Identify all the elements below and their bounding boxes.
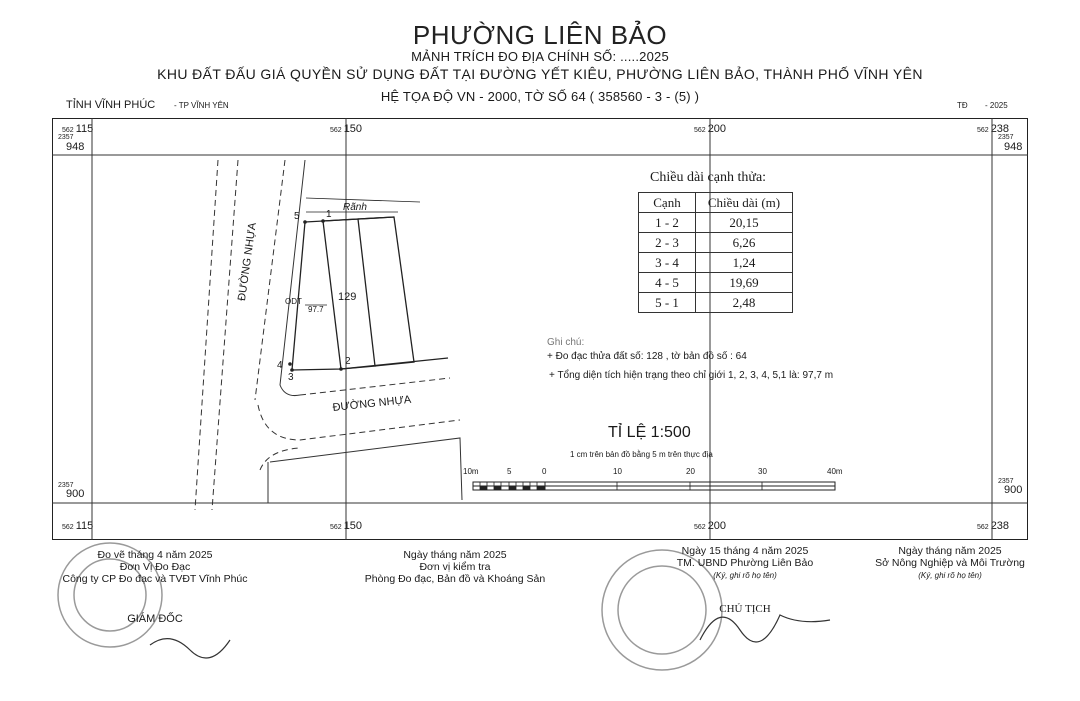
grid-x-bottom-1: 562 115 [62, 520, 94, 532]
grid-x-bottom-3: 562 200 [694, 520, 727, 532]
road-edge-west-1 [195, 160, 218, 510]
scale-fill-5 [537, 486, 545, 490]
scale-description: 1 cm trên bản đồ bằng 5 m trên thực địa [570, 450, 713, 459]
table-row: 2 - 3 6,26 [639, 233, 793, 253]
notes-heading: Ghi chú: [547, 337, 585, 348]
grid-y-top-right: 948 [1004, 141, 1023, 153]
scale-fill-3 [509, 486, 516, 490]
extract-number: MẢNH TRÍCH ĐO ĐỊA CHÍNH SỐ: .....2025 [411, 49, 669, 64]
grid-y-prefix-bottom-right: 2357 [998, 478, 1014, 485]
vertex-label-5: 5 [294, 211, 300, 222]
table-header-row [639, 193, 793, 213]
notes-line-2: + Tổng diện tích hiện trạng theo chỉ giới 1, 2, 3, 4, 5,1 là: 97,7 m [549, 370, 834, 381]
td-label: TĐ [957, 101, 968, 110]
vertex-4 [288, 362, 292, 366]
vertex-label-2: 2 [345, 356, 351, 367]
director-signature [150, 639, 230, 658]
grid-x-bottom-4: 562 238 [977, 520, 1010, 532]
vertex-label-4: 4 [277, 360, 283, 371]
grid-y-bottom-left: 900 [66, 488, 85, 500]
area-description: KHU ĐẤT ĐẤU GIÁ QUYỀN SỬ DỤNG ĐẤT TẠI ĐƯỜNG YẾT KIÊU, PHƯỜNG LIÊN BẢO, THÀNH PHỐ VĨNH YÊN [157, 66, 923, 82]
grid-x-top-3: 562 200 [694, 123, 727, 135]
vertex-label-3: 3 [288, 372, 294, 383]
table-row: 5 - 1 2,48 [639, 293, 793, 313]
parcel-area-label: 97.7 [308, 305, 324, 314]
scale-tick-40m: 40m [827, 467, 843, 476]
grid-x-bottom-2: 562 150 [330, 520, 363, 532]
notes-line-1: + Đo đạc thửa đất số: 128 , tờ bản đồ số : 64 [547, 351, 747, 362]
parcel-number-label: 129 [338, 291, 357, 303]
scale-fill-2 [494, 486, 501, 490]
header-edge: Cạnh [639, 193, 696, 213]
grid-x-top-2: 562 150 [330, 123, 363, 135]
province-label: TỈNH VĨNH PHÚC [66, 99, 156, 111]
grid-x-top-4: 562 238 [977, 123, 1010, 135]
road-label-vertical: ĐƯỜNG NHỰA [236, 221, 259, 302]
scale-tick-5: 5 [507, 467, 512, 476]
scale-tick-20: 20 [686, 467, 695, 476]
table-row: 3 - 4 1,24 [639, 253, 793, 273]
vertex-2 [339, 367, 343, 371]
scale-tick-10m: 10m [463, 467, 479, 476]
grid-y-prefix-bottom-left: 2357 [58, 482, 74, 489]
grid-y-bottom-right: 900 [1004, 484, 1023, 496]
scale-tick-10: 10 [613, 467, 622, 476]
table-row: 1 - 2 20,15 [639, 213, 793, 233]
signature-block-inspector: Ngày tháng năm 2025 Đơn vị kiểm tra Phòng Đo đạc, Bản đồ và Khoáng Sản [364, 549, 546, 585]
td-year: - 2025 [985, 101, 1008, 110]
page-title: PHƯỜNG LIÊN BẢO [412, 20, 668, 50]
parcel-outline [292, 221, 341, 370]
table-row: 4 - 5 19,69 [639, 273, 793, 293]
scale-fill-1 [480, 486, 487, 490]
scale-title: TỈ LỆ 1:500 [608, 424, 691, 441]
vertex-5 [303, 220, 307, 224]
grid-y-prefix-top-right: 2357 [998, 134, 1014, 141]
ditch-label: Rãnh [343, 202, 367, 213]
edges-table [638, 192, 793, 313]
signature-block-surveyor: Đo vẽ tháng 4 năm 2025 Đơn Vị Đo Đạc Công ty CP Đo đạc và TVĐT Vĩnh Phúc GIÁM ĐỐC [62, 549, 248, 625]
header-length: Chiều dài (m) [696, 193, 793, 213]
road-edge-south-2 [300, 378, 450, 395]
scale-tick-0: 0 [542, 467, 547, 476]
parcel-bottom-extension [341, 358, 448, 369]
land-type-label: ODT [285, 297, 302, 306]
district-label: - TP VĨNH YÊN [174, 101, 229, 110]
scale-fill-4 [523, 486, 530, 490]
signature-block-ward: Ngày 15 tháng 4 năm 2025 TM. UBND Phường Liên Bảo (Ký, ghi rõ họ tên) CHỦ TỊCH [676, 545, 814, 615]
road-label-horizontal: ĐƯỜNG NHỰA [332, 393, 412, 414]
road-edge-west-2 [212, 160, 238, 510]
building-outline [270, 438, 462, 500]
scale-tick-30: 30 [758, 467, 767, 476]
vertex-label-1: 1 [326, 209, 332, 220]
edges-caption: Chiều dài cạnh thửa: [650, 170, 767, 185]
signature-block-department: Ngày tháng năm 2025 Sở Nông Nghiệp và Môi Trường (Ký, ghi rõ họ tên) [875, 545, 1025, 580]
grid-y-top-left: 948 [66, 141, 85, 153]
grid-x-top-1: 562 115 [62, 123, 94, 135]
vertex-1 [321, 219, 325, 223]
grid-y-prefix-top-left: 2357 [58, 134, 74, 141]
coordinate-system: HỆ TỌA ĐỘ VN - 2000, TỜ SỐ 64 ( 358560 - 3 - (5) ) [380, 89, 700, 104]
